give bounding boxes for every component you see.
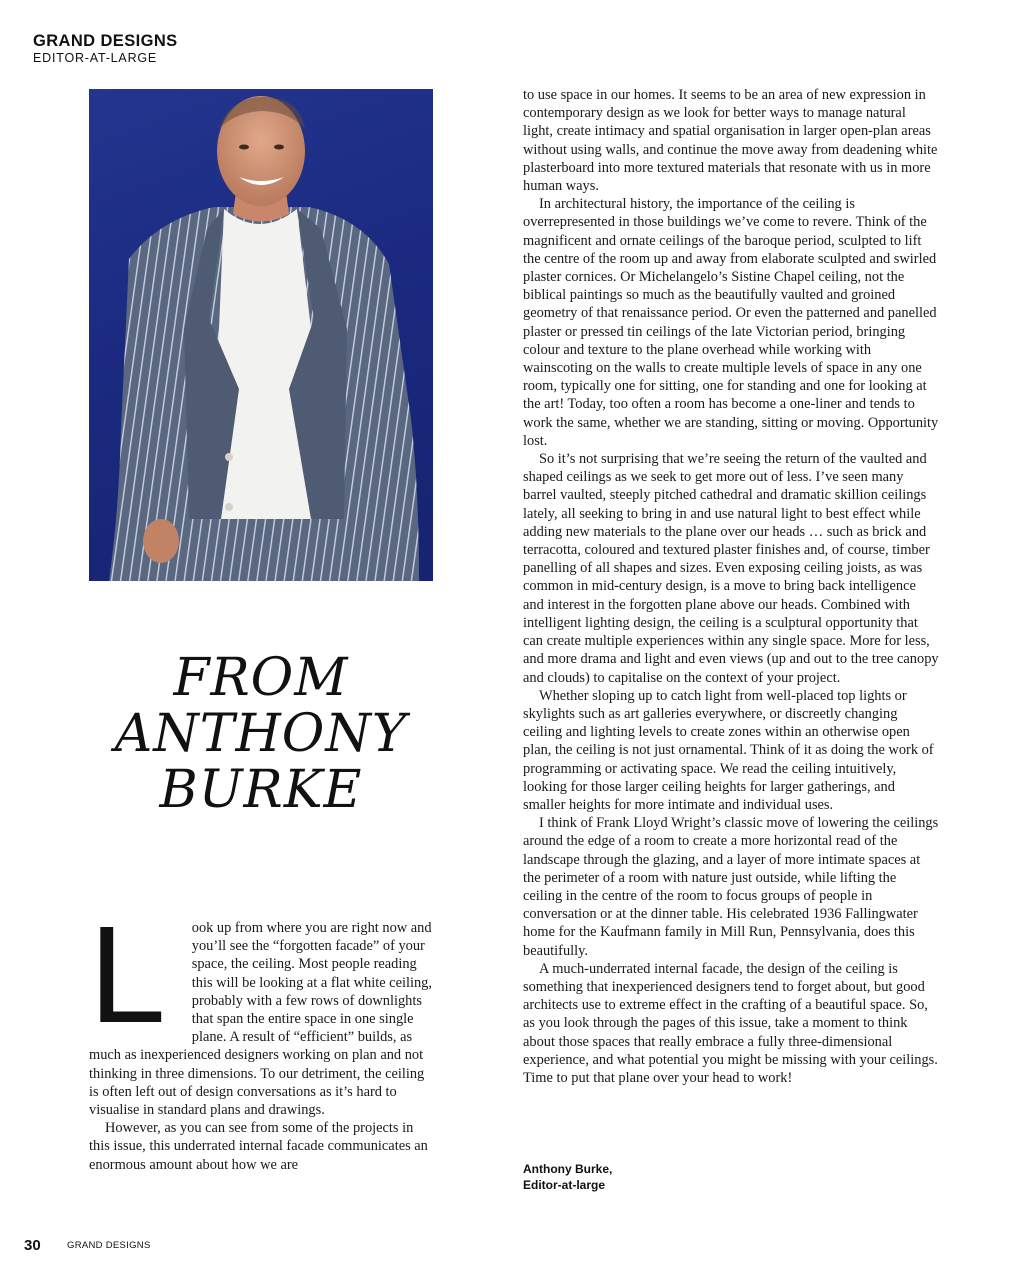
author-role: Editor-at-large — [523, 1178, 606, 1192]
portrait-photo — [89, 89, 433, 581]
paragraph: to use space in our homes. It seems to be an area of new expression in contemporary design as we look for better ways to manage natural light, create intimacy and spatial organisation in larger open-plan areas without using walls, and continue the move away from deadening white plasterboard into more textured materials that resonate with us in more human ways. — [523, 87, 938, 195]
left-text-column — [89, 898, 433, 1174]
drop-cap: L — [89, 898, 166, 1052]
headline-line-1: FROM — [173, 648, 349, 708]
section-subtitle: EDITOR-AT-LARGE — [33, 51, 158, 65]
paragraph: Whether sloping up to catch light from well-placed top lights or skylights such as art galleries everywhere, or discreetly changing ceiling and lighting levels to create zones within an otherwise open plan, the ceiling is not just ornamental. Think of it as doing the work of programming or activating space. We read the ceiling intuitively, looking for those larger ceiling heights for larger gatherings, and smaller heights for more intimate and individual uses. — [523, 687, 934, 813]
paragraph: So it’s not surprising that we’re seeing the return of the vaulted and shaped ceilings as we seek to get more out of less. I’ve seen many barrel vaulted, steeply pitched cathedral and dramatic skillion ceilings lately, all seeking to bring in and use natural light to best effect while adding new materials to the plane over our heads … such as brick and terracotta, coloured and textured plaster finishes and, of course, timber panelling of all shapes and sizes. Even exposing ceiling joists, as was common in mid-century design, is a move to bring back intelligence and interest in the forgotten plane above our heads. Combined with intelligent lighting design, the ceiling is a sculptural opportunity that can create multiple experiences within any single space. More for less, and more drama and light and even views (up and out to the tree canopy and clouds) to capitalise on the context of your project. — [523, 451, 939, 686]
headline — [89, 650, 433, 818]
paragraph: However, as you can see from some of the projects in this issue, this underrated internal facade communicates an enormous amount about how we are — [89, 1120, 428, 1173]
headline-line-3: BURKE — [159, 760, 363, 820]
paragraph: ook up from where you are right now and you’ll see the “forgotten facade” of your space, the ceiling. Most people reading this will be looking at a flat white ceiling, probably with a few rows of downlights that span the entire space in one single plane. A result of “efficient” builds, as much as inexperienced designers working on plan and not thinking in three dimensions. To our detriment, the ceiling is often left out of design conversations as it’s hard to visualise in standard plans and drawings. — [89, 920, 432, 1119]
headline-line-2: ANTHONY — [114, 704, 408, 764]
paragraph: I think of Frank Lloyd Wright’s classic move of lowering the ceilings around the edge of a room to create a more horizontal read of the landscape through the glazing, and a layer of more intimate spaces at the perimeter of a room with nature just outside, while lifting the ceiling in the centre of the room to focus groups of people in conversation or at the dinner table. His celebrated 1936 Fallingwater home for the Kaufmann family in Mill Run, Pennsylvania, does this beautifully. — [523, 815, 939, 959]
right-text-column — [523, 86, 939, 1087]
paragraph: A much-underrated internal facade, the design of the ceiling is something that inexperienced designers tend to forget about, but good architects use to extreme effect in the crafting of a beautiful space. So, as you look through the pages of this issue, take a moment to think about those spaces that really embrace a fully three-dimensional experience, and what potential you might be missing with your ceilings. Time to put that plane over your head to work! — [523, 960, 938, 1086]
footer-magazine-name: GRAND DESIGNS — [67, 1240, 151, 1251]
portrait-illustration — [89, 89, 433, 581]
page-number: 30 — [24, 1237, 41, 1254]
paragraph: In architectural history, the importance of the ceiling is overrepresented in those buildings we’ve come to revere. Think of the magnificent and ornate ceilings of the baroque period, sculpted to lift the centre of the room up and away from elaborate sculpted and swirled plaster cornices. Or Michelangelo’s Sistine Chapel ceiling, not the biblical paintings so much as the beautifully vaulted and groined geometry of that renaissance period. Or even the patterned and panelled plaster or pressed tin ceilings of the late Victorian period, bringing colour and texture to the plane overhead while working with wainscoting on the walls to create multiple levels of space in any one room, typically one for sitting, one for standing and one for looking at the art! Today, too often a room has become a one-liner and tends to work the same, whether we are standing, sitting or moving. Opportunity lost. — [523, 196, 939, 449]
section-title: GRAND DESIGNS — [33, 32, 178, 50]
author-name: Anthony Burke, — [523, 1162, 613, 1176]
author-signature — [523, 1161, 612, 1193]
